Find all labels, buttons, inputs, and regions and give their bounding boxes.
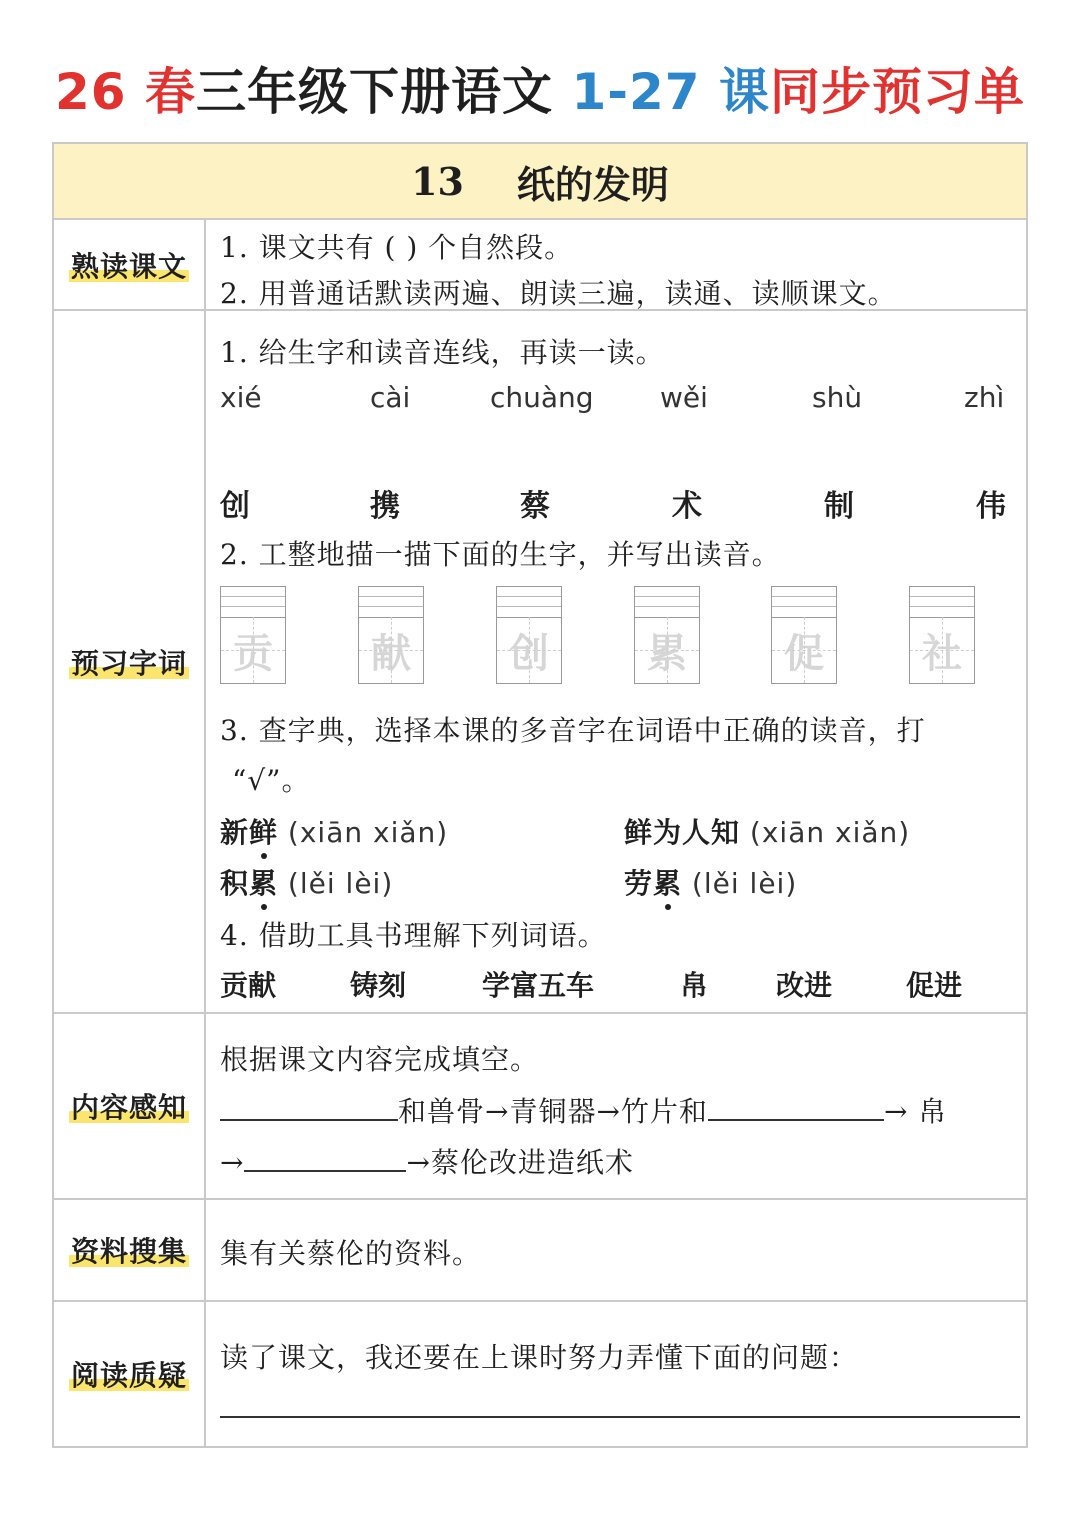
tracing-character: 贡 bbox=[221, 617, 285, 683]
pinyin-item: cài bbox=[370, 381, 411, 414]
row-content bbox=[220, 1200, 1016, 1300]
vocabulary-item: 改进 bbox=[776, 969, 833, 1002]
pinyin-item: shù bbox=[812, 381, 863, 414]
pinyin-options[interactable]: (lěi lèi) bbox=[278, 867, 394, 900]
title-lessons: 1-27 课 bbox=[571, 63, 770, 121]
pinyin-lines[interactable] bbox=[635, 587, 699, 618]
question-2: 2. 工整地描一描下面的生字，并写出读音。 bbox=[220, 538, 781, 571]
row-questions bbox=[54, 1302, 1026, 1446]
label-cell bbox=[54, 220, 206, 309]
polyphone-item[interactable]: 劳累 (lěi lèi) bbox=[624, 867, 798, 900]
title-grade: 三年级下册语文 bbox=[196, 62, 572, 121]
label-cell bbox=[54, 311, 206, 1012]
pinyin-lines[interactable] bbox=[772, 587, 836, 618]
answer-blank[interactable] bbox=[708, 1093, 884, 1121]
character-item: 蔡 bbox=[520, 489, 550, 524]
row-label: 熟读课文 bbox=[69, 245, 189, 285]
row-label: 预习字词 bbox=[69, 642, 189, 682]
character-item: 制 bbox=[824, 489, 854, 524]
lesson-header bbox=[54, 144, 1026, 220]
pinyin-row bbox=[220, 381, 1020, 421]
question-4: 4. 借助工具书理解下列词语。 bbox=[220, 919, 607, 952]
question-3-checkmark: “√”。 bbox=[232, 764, 311, 797]
dotted-character: 鲜 bbox=[249, 816, 279, 849]
vocabulary-item: 贡献 bbox=[220, 969, 277, 1002]
pinyin-options[interactable]: (lěi lèi) bbox=[682, 867, 798, 900]
row-label: 阅读质疑 bbox=[69, 1354, 189, 1394]
row-label: 资料搜集 bbox=[69, 1230, 189, 1270]
row-content-perception bbox=[54, 1014, 1026, 1200]
polyphone-item[interactable]: 新鲜 (xiān xiǎn) bbox=[220, 816, 449, 849]
lesson-name: 纸的发明 bbox=[516, 161, 669, 207]
tracing-box[interactable] bbox=[496, 586, 562, 684]
preview-sheet bbox=[52, 142, 1028, 1448]
dotted-character: 累 bbox=[249, 867, 279, 900]
vocabulary-item: 帛 bbox=[680, 969, 709, 1002]
research-instruction: 集有关蔡伦的资料。 bbox=[220, 1237, 482, 1270]
tracing-character: 社 bbox=[910, 617, 974, 683]
pinyin-options[interactable]: (xiān xiǎn) bbox=[740, 816, 911, 849]
pinyin-options[interactable]: (xiān xiǎn) bbox=[278, 816, 449, 849]
fill-line-1: 和兽骨→青铜器→竹片和 → 帛 bbox=[220, 1090, 947, 1130]
character-item: 携 bbox=[370, 489, 400, 524]
pinyin-lines[interactable] bbox=[910, 587, 974, 618]
row-reading bbox=[54, 220, 1026, 311]
row-content bbox=[220, 311, 1016, 1012]
answer-line[interactable] bbox=[220, 1416, 1020, 1418]
title-year: 26 春 bbox=[55, 63, 197, 121]
pinyin-lines[interactable] bbox=[359, 587, 423, 618]
character-item: 术 bbox=[672, 489, 702, 524]
fill-line-2: → →蔡伦改进造纸术 bbox=[220, 1146, 634, 1179]
tracing-character: 促 bbox=[772, 617, 836, 683]
question-1: 1. 给生字和读音连线，再读一读。 bbox=[220, 336, 665, 369]
answer-blank[interactable] bbox=[244, 1144, 406, 1172]
vocabulary-item: 促进 bbox=[906, 969, 963, 1002]
page-title bbox=[0, 52, 1080, 132]
vocabulary-item: 铸刻 bbox=[350, 969, 407, 1002]
label-cell bbox=[54, 1014, 206, 1198]
polyphone-item[interactable]: 积累 (lěi lèi) bbox=[220, 867, 394, 900]
vocabulary-row bbox=[220, 964, 1020, 1004]
row-content bbox=[220, 1302, 1016, 1446]
row-content bbox=[220, 1014, 1016, 1198]
pinyin-item: zhì bbox=[964, 381, 1005, 414]
row-research bbox=[54, 1200, 1026, 1302]
tracing-box[interactable] bbox=[220, 586, 286, 684]
label-cell bbox=[54, 1200, 206, 1300]
pinyin-item: wěi bbox=[660, 381, 708, 414]
tracing-character: 献 bbox=[359, 617, 423, 683]
tracing-character: 创 bbox=[497, 617, 561, 683]
polyphone-item[interactable]: 鲜为人知 (xiān xiǎn) bbox=[624, 816, 911, 849]
row-content bbox=[220, 220, 1016, 309]
dotted-character: 累 bbox=[653, 867, 683, 900]
tracing-box[interactable] bbox=[358, 586, 424, 684]
reading-instruction: 2. 用普通话默读两遍、朗读三遍，读通、读顺课文。 bbox=[220, 277, 897, 310]
fill-instruction: 根据课文内容完成填空。 bbox=[220, 1043, 540, 1076]
question-3: 3. 查字典，选择本课的多音字在词语中正确的读音，打 bbox=[220, 714, 926, 747]
tracing-box[interactable] bbox=[771, 586, 837, 684]
pinyin-item: chuàng bbox=[490, 381, 594, 414]
answer-blank[interactable] bbox=[220, 1093, 398, 1121]
pinyin-lines[interactable] bbox=[497, 587, 561, 618]
label-cell bbox=[54, 1302, 206, 1446]
pinyin-item: xié bbox=[220, 381, 262, 414]
character-row bbox=[220, 481, 1020, 525]
lesson-number: 13 bbox=[411, 158, 464, 204]
vocabulary-item: 学富五车 bbox=[482, 969, 595, 1002]
row-words bbox=[54, 311, 1026, 1014]
pinyin-lines[interactable] bbox=[221, 587, 285, 618]
tracing-character: 累 bbox=[635, 617, 699, 683]
tracing-box[interactable] bbox=[634, 586, 700, 684]
row-label: 内容感知 bbox=[69, 1086, 189, 1126]
question-prompt: 读了课文，我还要在上课时努力弄懂下面的问题： bbox=[220, 1341, 859, 1374]
reading-paragraph-count: 1. 课文共有 ( ) 个自然段。 bbox=[220, 231, 574, 264]
character-item: 创 bbox=[220, 489, 250, 524]
tracing-box[interactable] bbox=[909, 586, 975, 684]
title-type: 同步预习单 bbox=[769, 62, 1025, 121]
character-item: 伟 bbox=[976, 489, 1006, 524]
